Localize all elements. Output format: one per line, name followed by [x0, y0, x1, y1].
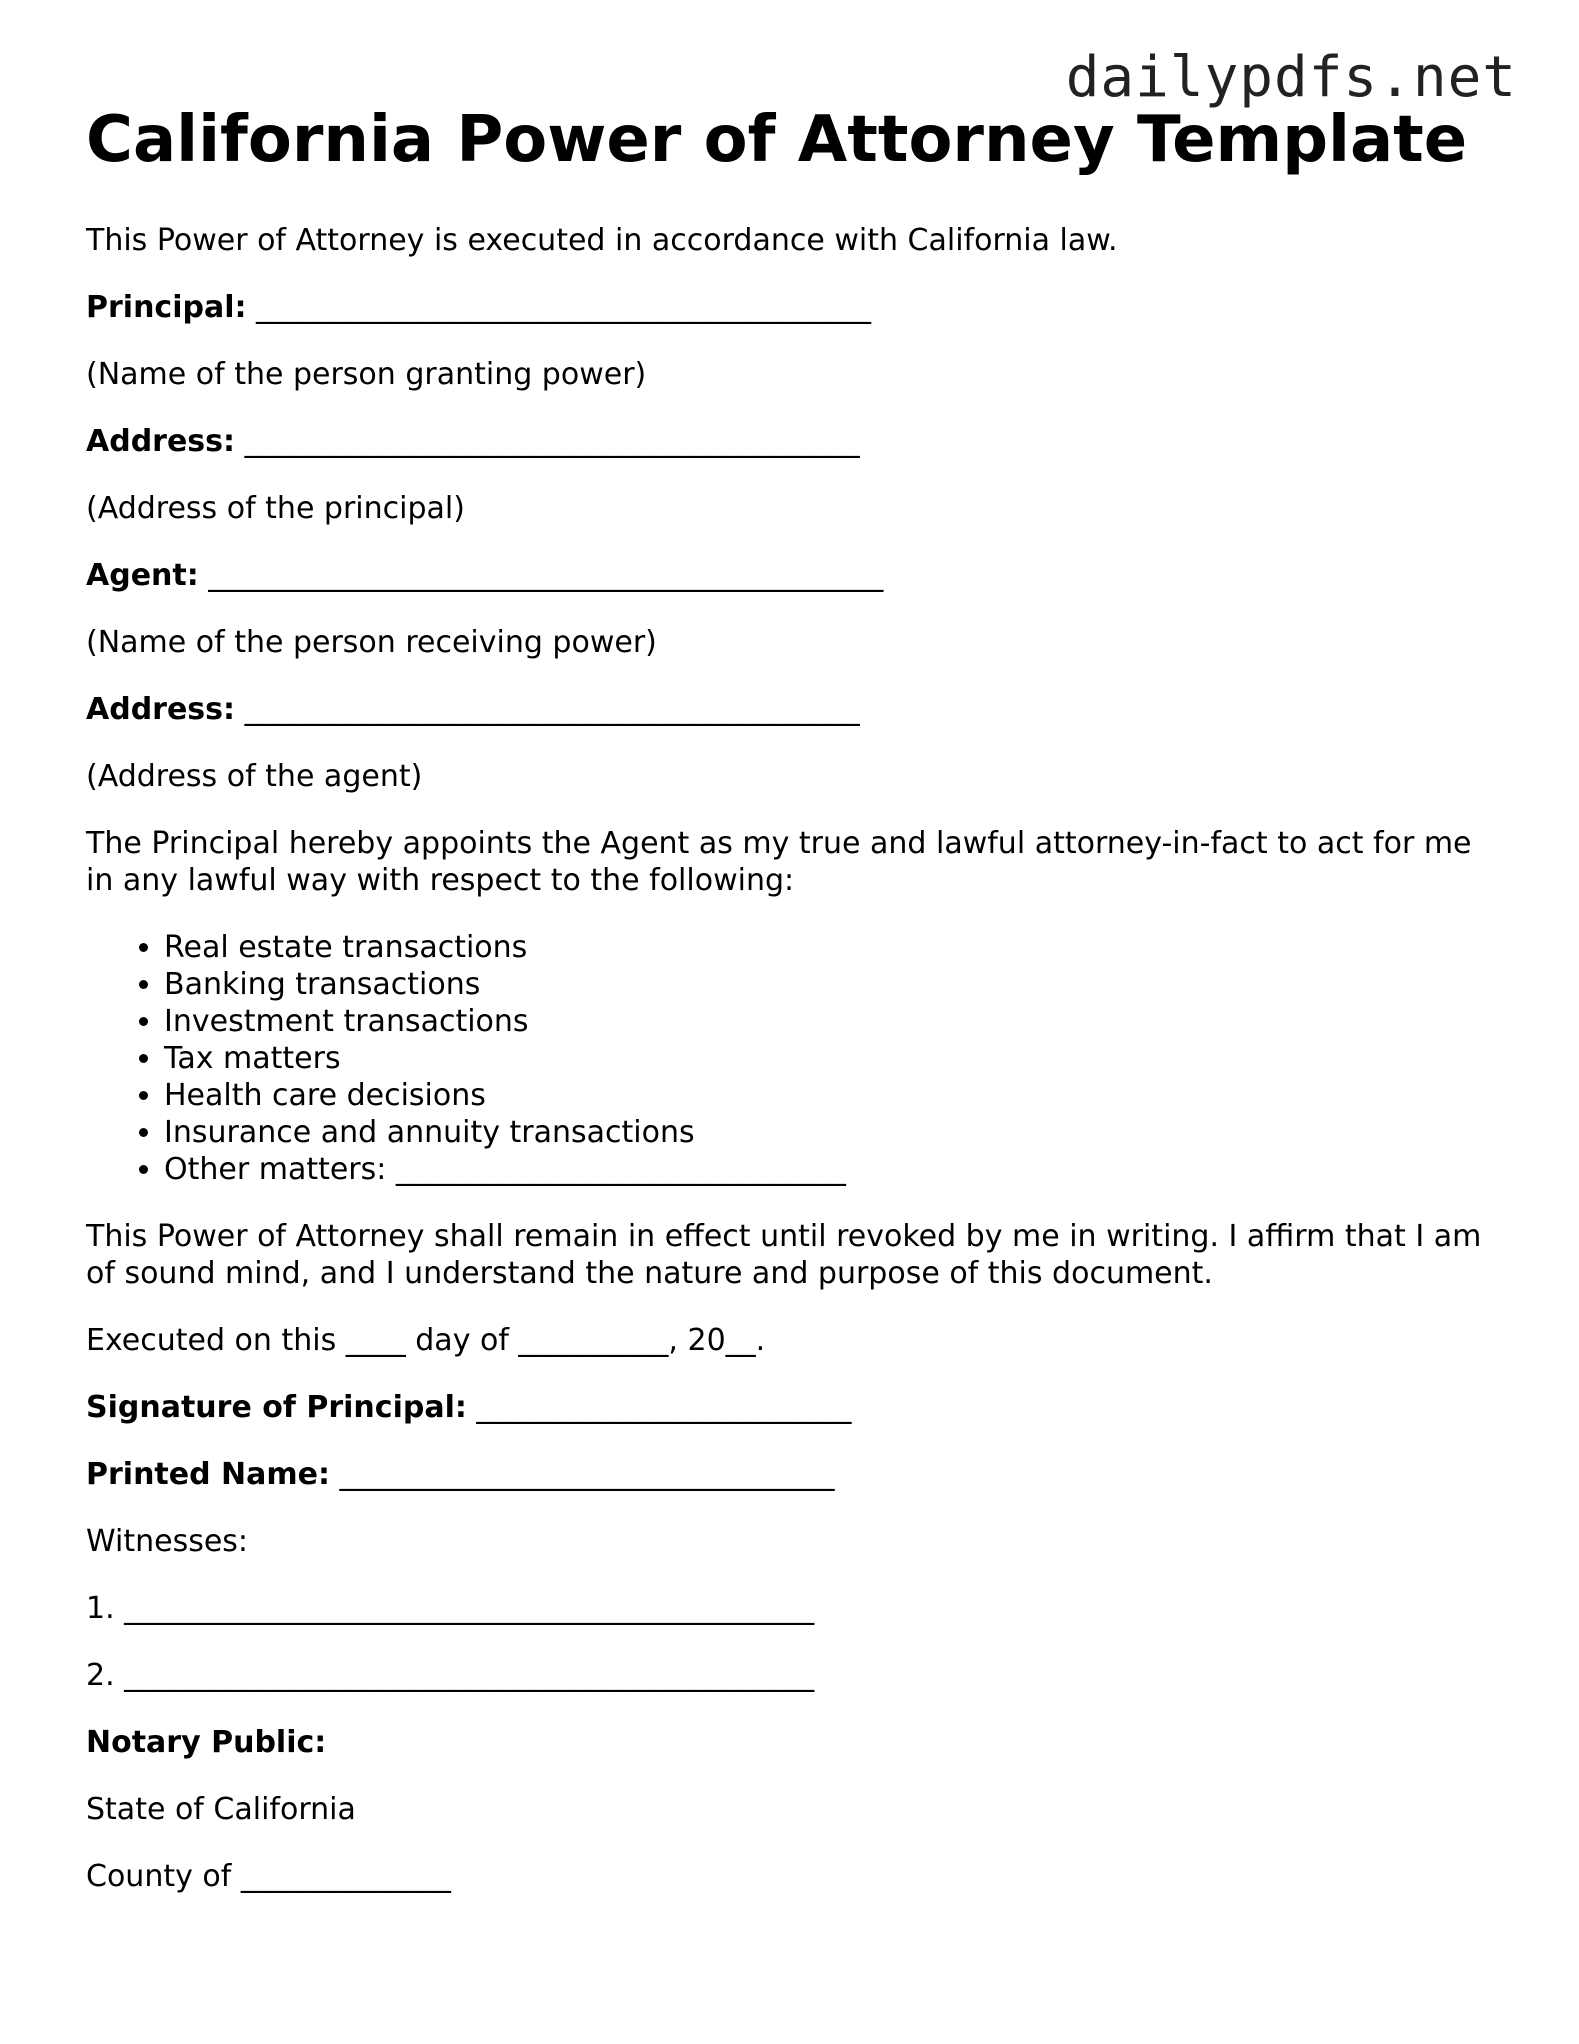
- list-item: • Investment transactions: [164, 1003, 1486, 1040]
- notary-state: State of California: [86, 1792, 356, 1827]
- watermark-logo: dailypdfs.net: [1065, 45, 1517, 110]
- agent-blank[interactable]: _____________________________________________: [208, 558, 884, 593]
- list-item: • Health care decisions: [164, 1077, 1486, 1114]
- principal-field: [86, 289, 1486, 326]
- intro-text: This Power of Attorney is executed in accordance with California law.: [86, 223, 1118, 258]
- agent-address-label: Address:: [86, 692, 236, 727]
- appointment-text: The Principal hereby appoints the Agent as my true and lawful attorney-in-fact to act for me in any lawful way with respect to the following:: [86, 826, 1472, 898]
- list-item: • Insurance and annuity transactions: [164, 1114, 1486, 1151]
- principal-address-field: [86, 423, 1486, 460]
- printed-name-blank[interactable]: _________________________________: [339, 1457, 835, 1492]
- witnesses-heading: Witnesses:: [86, 1524, 249, 1559]
- principal-note: (Name of the person granting power): [86, 357, 647, 392]
- agent-address-blank[interactable]: _________________________________________: [244, 692, 860, 727]
- signature-label: Signature of Principal:: [86, 1390, 467, 1425]
- principal-label: Principal:: [86, 290, 247, 325]
- principal-address-blank[interactable]: _________________________________________: [244, 424, 860, 459]
- list-item-other-matters[interactable]: • Other matters: ______________________________: [164, 1151, 1486, 1188]
- agent-field: [86, 557, 1486, 594]
- document-page: [86, 103, 1486, 1925]
- principal-blank[interactable]: _________________________________________: [256, 290, 872, 325]
- executed-date-line[interactable]: Executed on this ____ day of __________, 20__.: [86, 1323, 766, 1358]
- agent-label: Agent:: [86, 558, 199, 593]
- printed-name-field: [86, 1456, 1486, 1493]
- witness-line-2[interactable]: 2. ______________________________________________: [86, 1658, 815, 1693]
- notary-county-field[interactable]: County of ______________: [86, 1859, 451, 1894]
- affirmation-text: This Power of Attorney shall remain in effect until revoked by me in writing. I affirm that I am of sound mind, and I understand the nature and purpose of this document.: [86, 1219, 1482, 1291]
- agent-note: (Name of the person receiving power): [86, 625, 657, 660]
- agent-address-field: [86, 691, 1486, 728]
- list-item: • Banking transactions: [164, 966, 1486, 1003]
- principal-address-label: Address:: [86, 424, 236, 459]
- witness-line-1[interactable]: 1. ______________________________________________: [86, 1591, 815, 1626]
- signature-blank[interactable]: _________________________: [476, 1390, 852, 1425]
- agent-address-note: (Address of the agent): [86, 759, 423, 794]
- printed-name-label: Printed Name:: [86, 1457, 330, 1492]
- signature-field: [86, 1389, 1486, 1426]
- list-item: • Real estate transactions: [164, 929, 1486, 966]
- powers-list: [86, 929, 1486, 1188]
- list-item: • Tax matters: [164, 1040, 1486, 1077]
- principal-address-note: (Address of the principal): [86, 491, 465, 526]
- document-title: California Power of Attorney Template: [86, 103, 1468, 177]
- notary-heading: Notary Public:: [86, 1725, 327, 1760]
